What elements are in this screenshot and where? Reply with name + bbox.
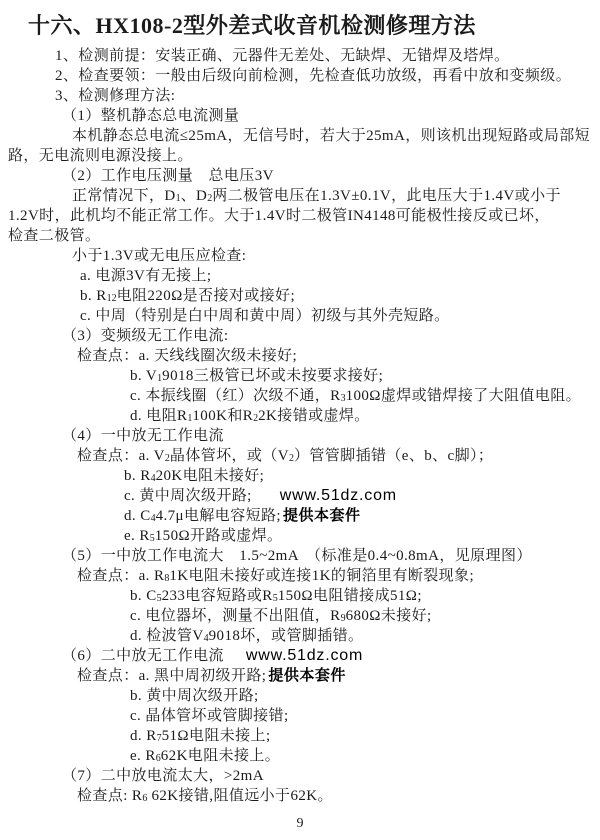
text-line <box>0 586 600 606</box>
text-line <box>0 326 600 346</box>
text-run: b. R <box>80 288 107 304</box>
subscript-designator: 5 <box>149 533 155 544</box>
text-run: c. 中周（特别是白中周和黄中周）初级与其外壳短路。 <box>80 308 450 324</box>
text-run: 检查点：a. V <box>77 448 165 464</box>
text-run: 1、检测前提：安装正确、元器件无差处、无缺焊、无错焊及塔焊。 <box>55 48 510 64</box>
text-run: （2）工作电压测量 总电压3V <box>62 168 274 184</box>
text-run: b. R <box>124 468 151 484</box>
page-title: 十六、HX108-2型外差式收音机检测修理方法 <box>28 13 476 38</box>
subscript-designator: 6 <box>155 753 161 764</box>
text-run: 62K电阻未接上。 <box>160 748 281 764</box>
text-run: d. C <box>124 508 151 524</box>
subscript-designator: 4 <box>150 473 156 484</box>
text-run: 62K接错,阻值远小于62K。 <box>147 788 333 804</box>
text-run: 检查点：a. R <box>77 568 165 584</box>
text-line <box>0 86 600 106</box>
text-run: d. 检波管V <box>130 628 204 644</box>
subscript-designator: 12 <box>106 293 117 304</box>
text-line <box>0 106 600 126</box>
text-line <box>0 226 600 246</box>
text-line <box>0 506 600 526</box>
text-run: 路，无电流则电源没接上。 <box>8 148 193 164</box>
text-line <box>0 246 600 266</box>
text-line <box>0 446 600 466</box>
text-run: 4.7μ电解电容短路; <box>155 508 281 524</box>
text-run: （1）整机静态总电流测量 <box>62 108 240 124</box>
text-run: 电阻220Ω是否接对或接好; <box>116 288 296 304</box>
text-run: 9018坏，或管脚插错。 <box>208 628 364 644</box>
text-run: c. 本振线圈（红）次级不通，R <box>130 388 341 404</box>
subscript-designator: 6 <box>142 793 148 804</box>
subscript-designator: 3 <box>340 393 346 404</box>
subscript-designator: 2 <box>164 453 170 464</box>
subscript-designator: 1 <box>157 373 163 384</box>
text-line <box>0 646 600 666</box>
text-run: 正常情况下，D <box>72 188 176 204</box>
text-line <box>0 166 600 186</box>
subscript-designator: 2 <box>207 193 213 204</box>
document-body <box>0 46 600 806</box>
text-line <box>0 126 600 146</box>
text-line <box>0 566 600 586</box>
text-run: 本机静态总电流≤25mA，无信号时，若大于25mA，则该机出现短路或局部短 <box>72 128 591 144</box>
text-run: a. 电源3V有无接上; <box>80 268 212 284</box>
subscript-designator: 1 <box>187 413 193 424</box>
text-run: （3）变频级无工作电流: <box>62 328 229 344</box>
text-run: 680Ω未接好; <box>345 608 432 624</box>
text-line <box>0 546 600 566</box>
text-line <box>0 346 600 366</box>
text-line <box>0 706 600 726</box>
text-run: 1K电阻未接好或连接1K的铜箔里有断裂现象; <box>169 568 475 584</box>
subscript-designator: 8 <box>164 573 170 584</box>
text-run: 1.2V时，此机均不能正常工作。大于1.4V时二极管IN4148可能极性接反或已坏， <box>8 208 550 224</box>
subscript-designator: 1 <box>175 193 181 204</box>
text-run: 检查点: R <box>77 788 143 804</box>
watermark-url: www.51dz.com <box>279 487 397 504</box>
text-line <box>0 206 600 226</box>
text-line <box>0 606 600 626</box>
text-run: 150Ω电阻错接成51Ω; <box>277 588 422 604</box>
text-line <box>0 406 600 426</box>
text-line <box>0 766 600 786</box>
watermark-url: www.51dz.com <box>245 647 364 664</box>
text-line <box>0 726 600 746</box>
text-run: b. V <box>130 368 158 384</box>
text-line <box>0 286 600 306</box>
text-run: 3、检测修理方法: <box>55 88 176 104</box>
text-line <box>0 526 600 546</box>
text-run: （4）一中放无工作电流 <box>62 428 224 444</box>
text-line <box>0 626 600 646</box>
text-run: 100Ω虚焊或错焊接了大阻值电阻。 <box>345 388 582 404</box>
text-run: 2K接错或虚焊。 <box>258 408 370 424</box>
text-run: c. 黄中周次级开路; <box>124 488 252 504</box>
text-run: e. R <box>124 528 150 544</box>
text-run: c. 电位器坏，测量不出阻值，R <box>130 608 341 624</box>
text-line <box>0 186 600 206</box>
text-line <box>0 666 600 686</box>
text-line <box>0 426 600 446</box>
text-line <box>0 46 600 66</box>
subscript-designator: 9 <box>340 613 346 624</box>
text-run: 检查点：a. 天线线圈次级未接好; <box>77 348 298 364</box>
text-run: （5）一中放工作电流大 1.5~2mA （标准是0.4~0.8mA，见原理图） <box>62 548 532 564</box>
text-run: b. C <box>130 588 157 604</box>
subscript-designator: 2 <box>288 453 294 464</box>
text-run: ）管管脚插错（e、b、c脚）； <box>293 448 494 464</box>
text-run: 51Ω电阻未接上; <box>161 728 271 744</box>
text-run: d. R <box>130 728 157 744</box>
subscript-designator: 5 <box>156 593 162 604</box>
text-run: 小于1.3V或无电压应检查: <box>72 248 247 264</box>
text-line <box>0 486 600 506</box>
subscript-designator: 4 <box>150 513 156 524</box>
text-run: （6）二中放无工作电流 <box>62 648 224 664</box>
subscript-designator: 4 <box>203 633 209 644</box>
subscript-designator: 5 <box>272 593 278 604</box>
text-line <box>0 386 600 406</box>
subscript-designator: 2 <box>253 413 259 424</box>
text-run: 233电容短路或R <box>161 588 273 604</box>
text-line <box>0 686 600 706</box>
text-run: d. 电阻R <box>130 408 188 424</box>
text-run: 晶体管坏，或（V <box>169 448 289 464</box>
watermark-kit: 提供本套件 <box>282 507 361 524</box>
text-line <box>0 366 600 386</box>
text-run: c. 晶体管坏或管脚接错; <box>130 708 289 724</box>
subscript-designator: 7 <box>156 733 162 744</box>
text-run: 两二极管电压在1.3V±0.1V，此电压大于1.4V或小于 <box>212 188 561 204</box>
text-line <box>0 66 600 86</box>
text-run: e. R <box>130 748 156 764</box>
text-run: 检查点：a. 黑中周初级开路; <box>77 668 267 684</box>
page-number: 9 <box>296 816 304 831</box>
text-run: 2、检查要领：一般由后级向前检测，先检查低功放级，再看中放和变频级。 <box>55 68 572 84</box>
text-run: 20K电阻未接好; <box>155 468 265 484</box>
text-line <box>0 786 600 806</box>
text-run: 150Ω开路或虚焊。 <box>154 528 283 544</box>
text-run: 100K和R <box>192 408 254 424</box>
text-line <box>0 146 600 166</box>
text-line <box>0 266 600 286</box>
watermark-kit: 提供本套件 <box>268 667 346 684</box>
text-run: （7）二中放电流太大，>2mA <box>62 768 264 784</box>
text-line <box>0 466 600 486</box>
text-run: 检查二极管。 <box>8 228 101 244</box>
text-run: 、D <box>180 188 208 204</box>
text-run: b. 黄中周次级开路; <box>130 688 259 704</box>
text-line <box>0 306 600 326</box>
text-line <box>0 746 600 766</box>
text-run: 9018三极管已坏或未按要求接好; <box>162 368 384 384</box>
